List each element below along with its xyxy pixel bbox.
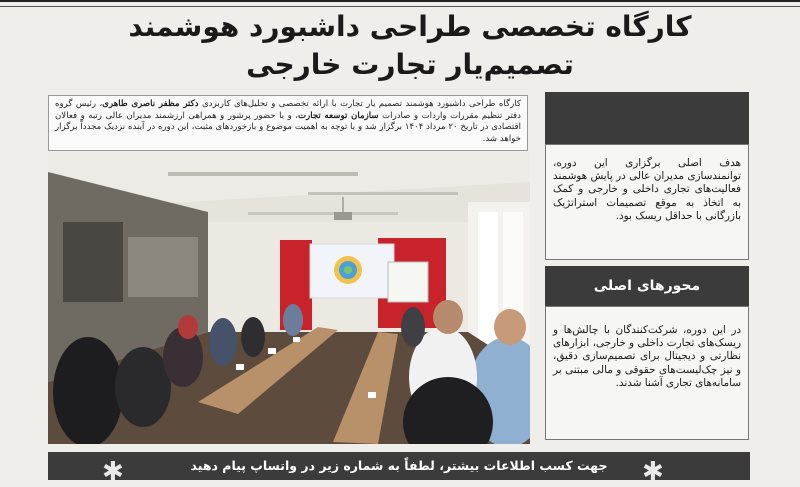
- title-line-1: کارگاه تخصصی طراحی داشبورد هوشمند: [128, 10, 692, 43]
- footer-contact-text: جهت کسب اطلاعات بیشتر، لطفاً به شماره زیر در واتساپ پیام دهید: [190, 458, 608, 473]
- goal-text: هدف اصلی برگزاری این دوره، توانمندسازی مدیران عالی در پایش هوشمند فعالیت‌های تجاری داخلی و خارجی و کمک به اتخاذ به موقع تصمیمات استراتژیک بازرگانی با حداقل ریسک بود.: [553, 157, 741, 222]
- asterisk-ornament-icon: ✱: [102, 457, 124, 487]
- intro-organization: سازمان توسعه تجارت: [298, 110, 379, 121]
- axes-text: در این دوره، شرکت‌کنندگان با چالش‌ها و ریسک‌های تجارت داخلی و خارجی، ابزارهای نظارتی و دیجیتال برای تصمیم‌سازی دقیق، و نیز چک‌لیست‌های حقوقی و مالی مبتنی بر سامانه‌های تجاری آشنا شدند.: [553, 324, 741, 389]
- sidebar-top-band: [545, 92, 749, 144]
- title-line-2: تصمیم‌یار تجارت خارجی: [246, 48, 574, 81]
- page-title: [90, 8, 730, 84]
- intro-part-1: کارگاه طراحی داشبورد هوشمند تصمیم یار تجارت با ارائه تخصصی و تحلیل‌های کاربردی: [198, 99, 521, 109]
- workshop-photo: [48, 152, 530, 444]
- intro-speaker-name: دکتر مظفر ناصری طاهری: [102, 99, 199, 109]
- asterisk-ornament-icon: ✱: [642, 457, 664, 487]
- top-rule: [0, 0, 800, 2]
- top-rule-thin: [0, 6, 800, 7]
- intro-paragraph: [48, 95, 528, 151]
- workshop-photo-illustration: [48, 152, 530, 444]
- intro-part-3: ، و با حضور پرشور و همراهی ارزشمند مدیران عالی رتبه و فعالان اقتصادی در تاریخ ۲۰ مرداد ۱۴۰۴ برگزار شد و با توجه به اهمیت موضوع و بازخوردهای مثبت، این دوره در آینده نزدیک مجدداً برگزار خواهد شد.: [55, 110, 521, 144]
- axes-title: محورهای اصلی: [593, 278, 701, 294]
- intro-part-2: ، رئیس گروه دفتر تنظیم مقررات واردات و صادرات: [55, 99, 521, 121]
